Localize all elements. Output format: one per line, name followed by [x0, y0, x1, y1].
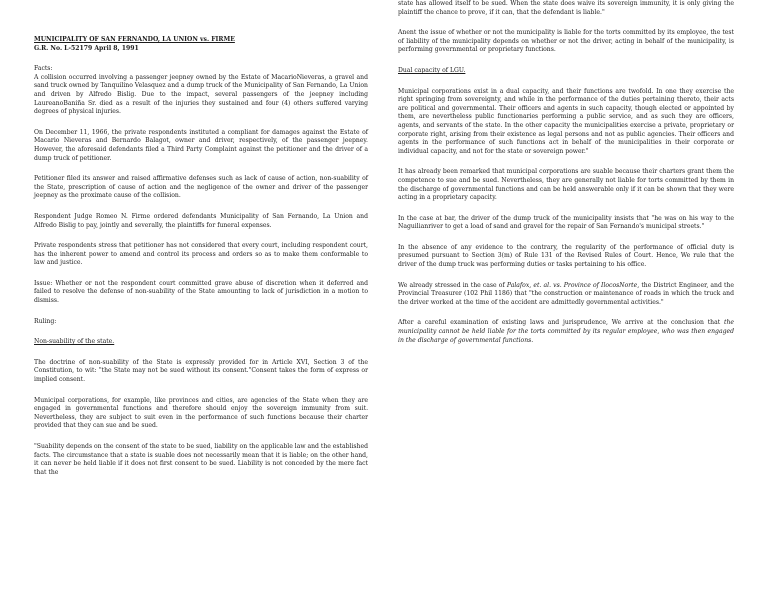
right-paragraph-7 [398, 282, 734, 308]
right-paragraph-5: In the case at bar, the driver of the dump truck of the municipality insists that "he was on his way to the Naguilianriver to get a load of sand and gravel for the repair of San Fernando's municipal streets." [398, 214, 734, 231]
right-column [398, 0, 734, 357]
right-paragraph-2: Anent the issue of whether or not the municipality is liable for the torts committed by its employee, the test of liability of the municipality depends on whether or not the driver, acting in behalf of the municipality, is performing governmental or proprietary functions. [398, 29, 734, 54]
palafox-rest: , the District Engineer, and the Provincial Treasurer (102 Phil 1186) that "the construction or maintenance of roads in which the truck and the driver worked at the time of the accident are admittedly governmental activities." [398, 281, 734, 306]
facts-heading: Facts: [34, 65, 53, 73]
right-paragraph-1: state has allowed itself to be sued. When the state does waive its sovereign immunity, it is only giving the plaintiff the chance to prove, if it can, that the defendant is liable." [398, 0, 734, 16]
case-number: G.R. No. L-52179 April 8, 1991 [34, 44, 139, 52]
facts-paragraph-1: A collision occurred involving a passenger jeepney owned by the Estate of MacarioNieveras, a gravel and sand truck owned by Tanquilino Velasquez and a dump truck of the Municipality of San Fernando, La Union and driven by Alfredo Bislig. Due to the impact, several passengers of the jeepney including LaureanoBaniña Sr. died as a result of the injuries they sustained and four (4) others suffered varying degrees of physical injuries. [34, 73, 368, 116]
ruling-paragraph-3: "Suability depends on the consent of the state to be sued, liability on the applicable law and the established facts. The circumstance that a state is suable does not necessarily mean that it is liable; on the other hand, it can never be held liable if it does not first consent to be sued. Liability is not conceded by the mere fact that the [34, 443, 368, 476]
issue-paragraph: Issue: Whether or not the respondent court committed grave abuse of discretion when it deferred and failed to resolve the defense of non-suability of the State amounting to lack of jurisdiction in a motion to dismiss. [34, 279, 368, 305]
dual-capacity-heading: Dual capacity of LGU. [398, 66, 466, 74]
case-title: MUNICIPALITY OF SAN FERNANDO, LA UNION vs. FIRME [34, 36, 235, 43]
nonsuability-heading: Non-suability of the state. [34, 338, 115, 346]
facts-paragraph-4: Respondent Judge Romeo N. Firme ordered defendants Municipality of San Fernando, La Union and Alfredo Bislig to pay, jointly and severally, the plaintiffs for funeral expenses. [34, 212, 368, 229]
ruling-heading: Ruling: [34, 317, 57, 325]
conclusion-lead: After a careful examination of existing laws and jurisprudence, We arrive at the conclusion that [398, 319, 725, 327]
palafox-lead: We already stressed in the case of [398, 281, 507, 289]
right-paragraph-4: It has already been remarked that municipal corporations are suable because their charters grant them the competence to sue and be sued. Nevertheless, they are generally not liable for torts committed by them in the discharge of governmental functions and can be held answerable only if it can be shown that they were acting in a proprietary capacity. [398, 168, 734, 202]
conclusion-holding: the municipality cannot be held liable for the torts committed by its regular employee, who was then engaged in the discharge of governmental functions [398, 319, 734, 344]
right-paragraph-3: Municipal corporations exist in a dual capacity, and their functions are twofold. In one they exercise the right springing from sovereignty, and while in the performance of the duties pertaining thereto, their acts are political and governmental. Their officers and agents in such capacity, though elected or appointed by them, are nevertheless public functionaries performing a public service, and as such they are officers, agents, and servants of the state. In the other capacity the municipalities exercise a private, proprietary or corporate right, arising from their existence as legal persons and not as public agencies. Their officers and agents in the performance of such functions act in behalf of the municipalities in their corporate or individual capacity, and not for the state or sovereign power." [398, 87, 734, 155]
conclusion-end: . [531, 336, 534, 344]
facts-paragraph-3: Petitioner filed its answer and raised affirmative defenses such as lack of cause of action, non-suability of the State, prescription of cause of action and the negligence of the owner and driver of the passenger jeepney as the proximate cause of the collision. [34, 175, 368, 200]
palafox-case-name: Palafox, et. al. vs. Province of IlocosNorte [506, 281, 638, 289]
left-column [34, 0, 368, 489]
conclusion-paragraph [398, 319, 734, 345]
facts-paragraph-5: Private respondents stress that petitioner has not considered that every court, including respondent court, has the inherent power to amend and control its process and orders so as to make them conformable to law and justice. [34, 242, 368, 267]
facts-paragraph-2: On December 11, 1966, the private respondents instituted a compliant for damages against the Estate of Macario Nieveras and Bernardo Balagot, owner and driver, respectively, of the passenger jeepney. However, the aforesaid defendants filed a Third Party Complaint against the petitioner and the driver of a dump truck of petitioner. [34, 128, 368, 162]
ruling-paragraph-2: Municipal corporations, for example, like provinces and cities, are agencies of the State when they are engaged in governmental functions and therefore should enjoy the sovereign immunity from suit. Nevertheless, they are subject to suit even in the performance of such functions because their charter provided that they can sue and be sued. [34, 396, 368, 430]
right-paragraph-6: In the absence of any evidence to the contrary, the regularity of the performance of official duty is presumed pursuant to Section 3(m) of Rule 131 of the Revised Rules of Court. Hence, We rule that the driver of the dump truck was performing duties or tasks pertaining to his office. [398, 243, 734, 269]
ruling-paragraph-1: The doctrine of non-suability of the State is expressly provided for in Article XVI, Section 3 of the Constitution, to wit: "the State may not be sued without its consent."Consent takes the form of express or implied consent. [34, 358, 368, 384]
